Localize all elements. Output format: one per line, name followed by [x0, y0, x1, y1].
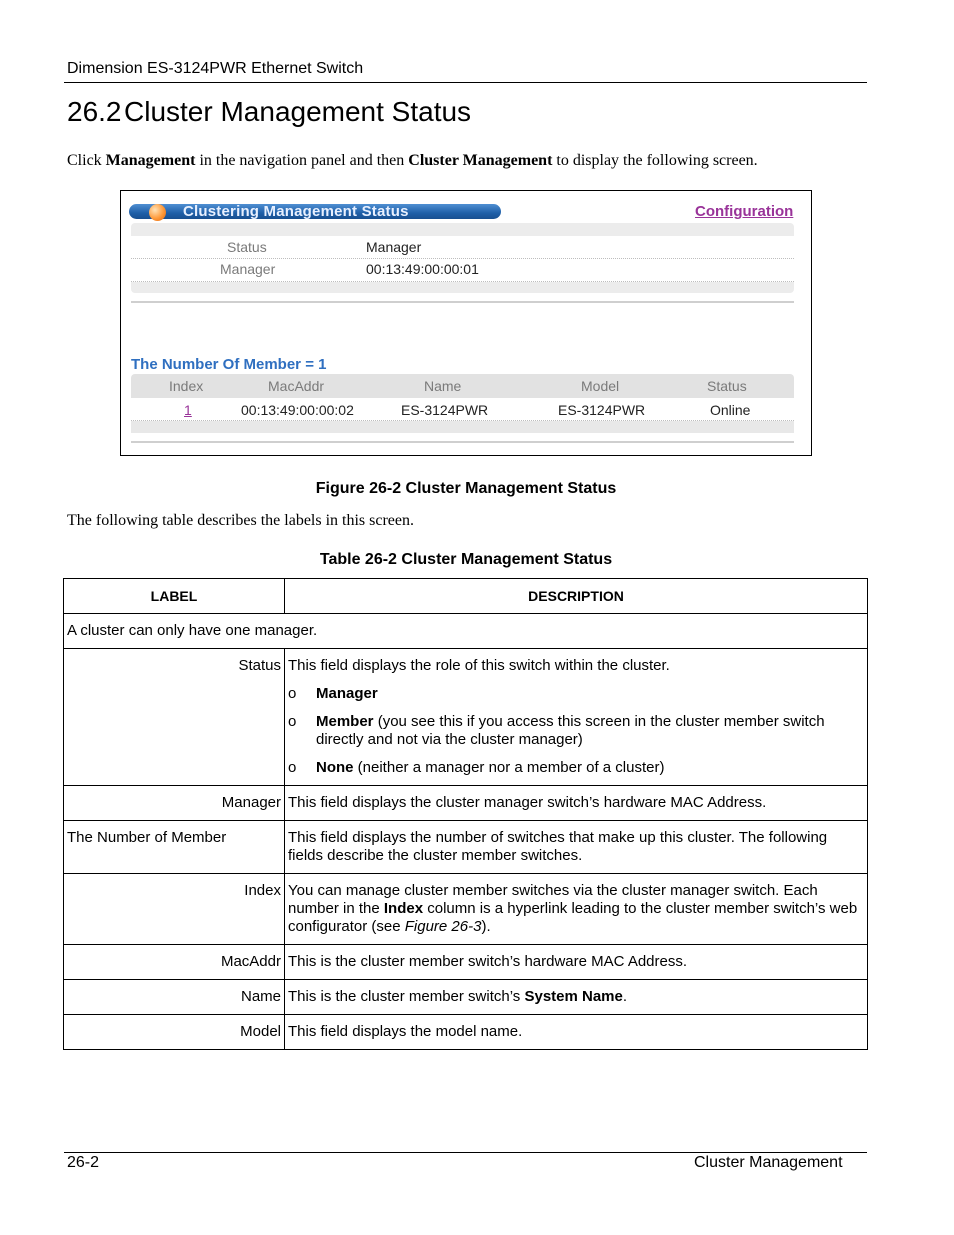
bullet-item: [288, 685, 864, 703]
table-row: [64, 786, 868, 821]
table-caption: Table 26-2 Cluster Management Status: [319, 551, 613, 568]
intro-bold-management: Management: [105, 152, 196, 169]
bullet-mark: o: [288, 685, 297, 702]
desc-bold: System Name: [524, 988, 623, 1005]
footer-rule: [64, 1152, 867, 1153]
screen-title: Clustering Management Status: [183, 203, 409, 220]
bullet-mark: o: [288, 713, 297, 730]
desc-text: .: [622, 988, 628, 1005]
section-number: 26.2: [67, 96, 122, 127]
bullet-bold: Member: [316, 713, 374, 730]
status-row: [131, 236, 794, 259]
manager-value: 00:13:49:00:00:01: [366, 261, 479, 277]
desc-bold: Index: [383, 900, 424, 917]
row-desc-name: [285, 980, 868, 1015]
member-model: ES-3124PWR: [558, 402, 646, 418]
member-table-footer: [131, 421, 794, 433]
row-label-name: Name: [64, 980, 285, 1015]
configuration-link[interactable]: Configuration: [695, 203, 794, 220]
intro-text: in the navigation panel and then: [195, 152, 409, 169]
manager-row: [131, 259, 794, 282]
desc-text: This is the cluster member switch’s: [288, 988, 525, 1005]
desc-text: You can manage cluster member switches via the cluster manager switch. Each number in the: [288, 882, 818, 917]
member-mac: 00:13:49:00:00:02: [241, 402, 354, 418]
col-macaddr: MacAddr: [268, 378, 325, 394]
desc-text: ).: [481, 918, 491, 935]
intro-text: to display the following screen.: [552, 152, 758, 169]
row-desc-model: This field displays the model name.: [285, 1015, 868, 1050]
row-label-manager: Manager: [64, 786, 285, 821]
header-label: LABEL: [64, 579, 285, 614]
row-label-status: Status: [64, 649, 285, 786]
member-table-header: [131, 374, 794, 398]
status-desc: This field displays the role of this switch within the cluster.: [288, 657, 670, 674]
col-status: Status: [707, 378, 747, 394]
table-row: [64, 614, 868, 649]
table-row: [64, 874, 868, 945]
page-number: 26-2: [67, 1154, 100, 1171]
member-count: The Number Of Member = 1: [131, 356, 327, 373]
bullet-bold: None: [316, 759, 354, 776]
screenshot-figure: [120, 190, 812, 456]
bullet-item: [288, 713, 864, 749]
bullet-bold: Manager: [316, 685, 378, 702]
divider: [131, 301, 794, 303]
manager-label: Manager: [220, 261, 276, 277]
intro-paragraph: [67, 152, 758, 170]
col-index: Index: [169, 378, 204, 394]
row-desc-macaddr: This is the cluster member switch’s hardware MAC Address.: [285, 945, 868, 980]
status-label: Status: [227, 239, 267, 255]
table-row: [64, 980, 868, 1015]
member-status: Online: [710, 402, 751, 418]
table-row: [64, 649, 868, 786]
row-desc-status: [285, 649, 868, 786]
bullet-mark: o: [288, 759, 297, 776]
section-heading: [67, 96, 471, 128]
col-model: Model: [581, 378, 620, 394]
row-desc-manager: This field displays the cluster manager switch’s hardware MAC Address.: [285, 786, 868, 821]
status-value: Manager: [366, 239, 422, 255]
bullet-text: (neither a manager nor a member of a cluster): [353, 759, 665, 776]
table-intro: The following table describes the labels in this screen.: [67, 512, 415, 529]
row-label-model: Model: [64, 1015, 285, 1050]
row-label-macaddr: MacAddr: [64, 945, 285, 980]
bullet-text: (you see this if you access this screen in the cluster member switch directly and not via the cluster manager): [316, 713, 825, 748]
cluster-note: A cluster can only have one manager.: [64, 614, 868, 649]
row-label-number: The Number of Member: [64, 821, 285, 874]
chapter-name: Cluster Management: [694, 1154, 843, 1171]
bottom-divider: [131, 441, 794, 443]
desc-text: column is a hyperlink leading to the cluster member switch’s web configurator (see: [288, 900, 858, 935]
figure-caption: Figure 26-2 Cluster Management Status: [315, 480, 617, 497]
table-row: [64, 1015, 868, 1050]
section-title: Cluster Management Status: [124, 96, 472, 127]
orb-icon: [149, 204, 166, 221]
col-name: Name: [424, 378, 462, 394]
member-name: ES-3124PWR: [401, 402, 489, 418]
label-description-table: [63, 578, 868, 1050]
member-row: [131, 398, 794, 421]
intro-text: Click: [67, 152, 106, 169]
member-index-link[interactable]: 1: [184, 402, 192, 418]
bullet-item: [288, 759, 864, 777]
row-label-index: Index: [64, 874, 285, 945]
table-row: [64, 821, 868, 874]
header-description: DESCRIPTION: [285, 579, 868, 614]
table-row: [64, 945, 868, 980]
intro-bold-cluster-management: Cluster Management: [408, 152, 553, 169]
figure-reference: Figure 26-3: [404, 918, 482, 935]
table-header-row: [64, 579, 868, 614]
running-header: Dimension ES-3124PWR Ethernet Switch: [67, 60, 364, 77]
row-desc-index: [285, 874, 868, 945]
row-desc-number: This field displays the number of switches that make up this cluster. The following fields describe the cluster member switches.: [285, 821, 868, 874]
header-rule: [64, 82, 867, 83]
